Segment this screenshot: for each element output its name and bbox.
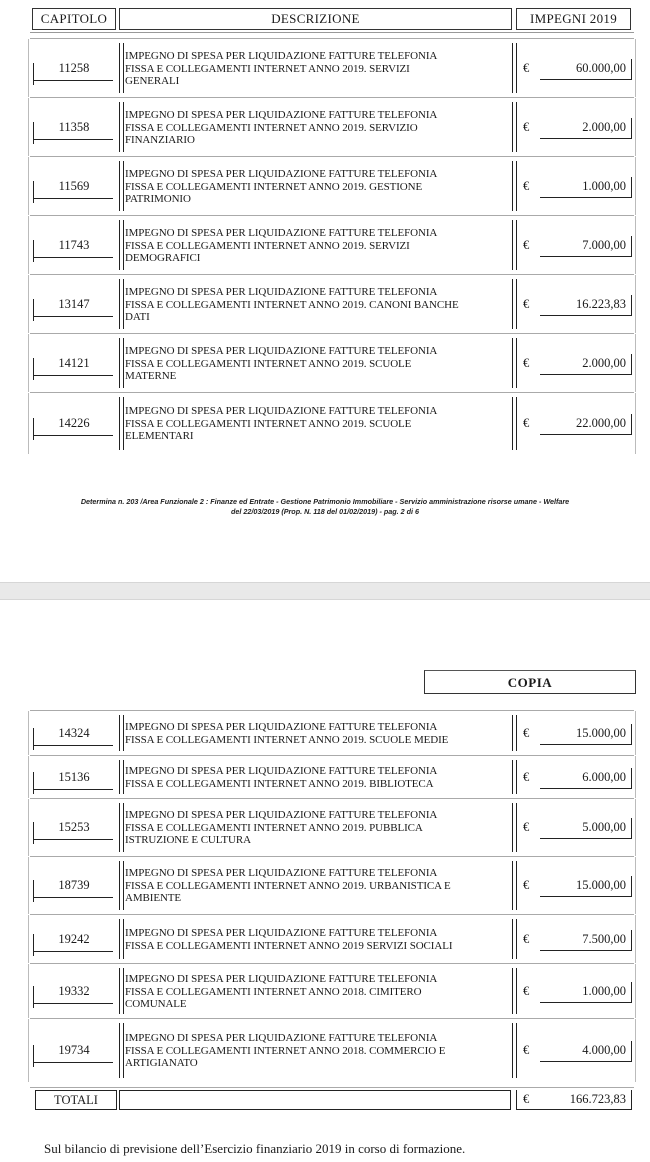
cell-border <box>516 279 517 329</box>
cell-border <box>119 803 120 852</box>
descrizione-line: ELEMENTARI <box>125 430 194 442</box>
importo-cell: 1.000,00 <box>582 179 626 193</box>
footer-line-2: del 22/03/2019 (Prop. N. 118 del 01/02/2019) - pag. 2 di 6 <box>230 507 420 516</box>
currency-symbol: € <box>523 179 530 193</box>
table-body-page-1 <box>30 38 634 454</box>
importo-underline <box>540 434 632 435</box>
cell-border <box>123 43 124 93</box>
table-row <box>30 914 634 963</box>
importo-cell: 7.500,00 <box>582 932 626 946</box>
cell-border <box>512 760 513 794</box>
cell-border <box>119 715 120 751</box>
currency-symbol: € <box>523 238 530 252</box>
importo-border <box>631 59 632 79</box>
table-row <box>30 274 634 333</box>
descrizione-cell <box>125 721 511 746</box>
descrizione-line: GENERALI <box>125 75 180 87</box>
currency-symbol: € <box>523 120 530 134</box>
cell-border <box>123 279 124 329</box>
table-row <box>30 856 634 914</box>
cell-border <box>516 397 517 450</box>
capitolo-cell: 14226 <box>33 416 115 431</box>
capitolo-cell: 11358 <box>33 120 115 135</box>
descrizione-line: FISSA E COLLEGAMENTI INTERNET ANNO 2018. CIMITERO <box>125 985 422 998</box>
grid-line <box>635 216 636 274</box>
cell-border <box>516 1023 517 1078</box>
cell-border <box>516 919 517 959</box>
grid-line <box>28 334 29 392</box>
importo-underline <box>540 79 632 80</box>
cell-border <box>119 861 120 910</box>
cell-border <box>119 220 120 270</box>
cell-border <box>512 338 513 388</box>
descrizione-cell <box>125 227 511 265</box>
document-page-2 <box>0 600 650 1162</box>
cell-border <box>123 102 124 152</box>
descrizione-line: MATERNE <box>125 370 177 382</box>
importo-border <box>631 1041 632 1061</box>
descrizione-cell <box>125 927 511 952</box>
cell-border <box>119 279 120 329</box>
capitolo-cell: 13147 <box>33 297 115 312</box>
grid-line <box>28 711 29 755</box>
currency-symbol: € <box>523 878 530 892</box>
footer-line-1: Determina n. 203 /Area Funzionale 2 : Finanze ed Entrate - Gestione Patrimonio Immobiliare - Servizio amministrazione risorse umane - Welfare <box>80 497 570 506</box>
cell-border <box>516 861 517 910</box>
importo-border <box>631 818 632 838</box>
grid-line <box>635 799 636 856</box>
currency-symbol: € <box>523 770 530 784</box>
cell-border <box>123 220 124 270</box>
bilancio-note: Sul bilancio di previsione dell’Esercizio finanziario 2019 in corso di formazione. <box>44 1141 466 1156</box>
table-row <box>30 97 634 156</box>
cell-border <box>512 161 513 211</box>
capitolo-cell: 11258 <box>33 61 115 76</box>
importo-cell: 22.000,00 <box>576 416 626 430</box>
grid-line <box>28 157 29 215</box>
importo-cell: 7.000,00 <box>582 238 626 252</box>
importo-cell: 15.000,00 <box>576 878 626 892</box>
currency-symbol: € <box>523 297 530 311</box>
capitolo-cell: 19734 <box>33 1043 115 1058</box>
grid-line <box>28 799 29 856</box>
descrizione-line: IMPEGNO DI SPESA PER LIQUIDAZIONE FATTURE TELEFONIA <box>125 1032 438 1044</box>
table-body-page-2 <box>30 710 634 1082</box>
descrizione-line: IMPEGNO DI SPESA PER LIQUIDAZIONE FATTURE TELEFONIA <box>125 405 438 417</box>
importo-border <box>631 876 632 896</box>
descrizione-line: FISSA E COLLEGAMENTI INTERNET ANNO 2019. SCUOLE <box>125 417 412 430</box>
descrizione-line: FISSA E COLLEGAMENTI INTERNET ANNO 2019. URBANISTICA E <box>125 879 451 892</box>
descrizione-line: IMPEGNO DI SPESA PER LIQUIDAZIONE FATTURE TELEFONIA <box>125 286 438 298</box>
cell-border <box>119 102 120 152</box>
cell-border <box>119 161 120 211</box>
grid-line <box>635 393 636 454</box>
currency-symbol: € <box>523 1043 530 1057</box>
descrizione-cell <box>125 286 511 324</box>
grid-line <box>635 711 636 755</box>
totali-label: TOTALI <box>35 1090 117 1110</box>
grid-line <box>635 915 636 963</box>
cell-border <box>119 1023 120 1078</box>
grid-line <box>635 157 636 215</box>
header-impegni: IMPEGNI 2019 <box>516 8 631 30</box>
grid-line <box>28 756 29 798</box>
cell-border <box>123 968 124 1014</box>
descrizione-line: PATRIMONIO <box>125 193 191 205</box>
cell-border <box>119 760 120 794</box>
descrizione-line: FISSA E COLLEGAMENTI INTERNET ANNO 2019. SERVIZIO <box>125 121 418 134</box>
descrizione-cell <box>125 168 511 206</box>
importo-border <box>631 982 632 1002</box>
grid-line <box>635 756 636 798</box>
descrizione-line: AMBIENTE <box>125 892 182 904</box>
totali-currency: € <box>523 1092 530 1106</box>
grid-line <box>28 98 29 156</box>
currency-symbol: € <box>523 820 530 834</box>
descrizione-line: IMPEGNO DI SPESA PER LIQUIDAZIONE FATTURE TELEFONIA <box>125 765 438 777</box>
currency-symbol: € <box>523 984 530 998</box>
copia-stamp: COPIA <box>424 670 636 694</box>
cell-border <box>516 760 517 794</box>
table-row <box>30 38 634 97</box>
table-row <box>30 1018 634 1082</box>
importo-cell: 2.000,00 <box>582 356 626 370</box>
importo-border <box>631 768 632 788</box>
cell-border <box>516 968 517 1014</box>
importo-border <box>631 354 632 374</box>
descrizione-line: IMPEGNO DI SPESA PER LIQUIDAZIONE FATTURE TELEFONIA <box>125 109 438 121</box>
importo-border <box>631 930 632 950</box>
importo-underline <box>540 374 632 375</box>
cell-border <box>123 715 124 751</box>
totali-amount: 166.723,83 <box>569 1092 626 1106</box>
descrizione-line: IMPEGNO DI SPESA PER LIQUIDAZIONE FATTURE TELEFONIA <box>125 809 438 821</box>
grid-line <box>28 857 29 914</box>
descrizione-line: IMPEGNO DI SPESA PER LIQUIDAZIONE FATTURE TELEFONIA <box>125 50 438 62</box>
capitolo-cell: 15136 <box>33 770 115 785</box>
currency-symbol: € <box>523 416 530 430</box>
descrizione-line: IMPEGNO DI SPESA PER LIQUIDAZIONE FATTURE TELEFONIA <box>125 345 438 357</box>
cell-border <box>512 715 513 751</box>
importo-underline <box>540 788 632 789</box>
descrizione-line: IMPEGNO DI SPESA PER LIQUIDAZIONE FATTURE TELEFONIA <box>125 721 438 733</box>
descrizione-cell <box>125 765 511 790</box>
importo-underline <box>540 138 632 139</box>
descrizione-line: FINANZIARIO <box>125 134 195 146</box>
descrizione-cell <box>125 345 511 383</box>
cell-border <box>516 102 517 152</box>
importo-underline <box>540 256 632 257</box>
grid-line <box>635 964 636 1018</box>
grid-line <box>635 39 636 97</box>
currency-symbol: € <box>523 726 530 740</box>
capitolo-cell: 19242 <box>33 932 115 947</box>
table-top-rule <box>30 32 634 33</box>
descrizione-line: IMPEGNO DI SPESA PER LIQUIDAZIONE FATTURE TELEFONIA <box>125 227 438 239</box>
cell-border <box>516 220 517 270</box>
importo-border <box>631 414 632 434</box>
descrizione-line: FISSA E COLLEGAMENTI INTERNET ANNO 2019. PUBBLICA <box>125 821 423 834</box>
importo-cell: 16.223,83 <box>576 297 626 311</box>
table-row <box>30 392 634 454</box>
cell-border <box>512 919 513 959</box>
descrizione-line: FISSA E COLLEGAMENTI INTERNET ANNO 2019. SERVIZI <box>125 62 410 75</box>
capitolo-cell: 18739 <box>33 878 115 893</box>
cell-border <box>119 338 120 388</box>
table-row <box>30 156 634 215</box>
cell-border <box>512 1023 513 1078</box>
descrizione-cell <box>125 109 511 147</box>
grid-line <box>28 393 29 454</box>
table-row <box>30 710 634 755</box>
importo-cell: 15.000,00 <box>576 726 626 740</box>
importo-cell: 2.000,00 <box>582 120 626 134</box>
table-row <box>30 215 634 274</box>
table-row <box>30 333 634 392</box>
header-descrizione: DESCRIZIONE <box>119 8 512 30</box>
cell-border <box>123 803 124 852</box>
capitolo-cell: 14324 <box>33 726 115 741</box>
table-row <box>30 963 634 1018</box>
descrizione-line: DATI <box>125 311 150 323</box>
importo-border <box>631 118 632 138</box>
page-footer-note <box>20 497 630 517</box>
descrizione-line: FISSA E COLLEGAMENTI INTERNET ANNO 2019 SERVIZI SOCIALI <box>125 939 453 952</box>
grid-line <box>635 275 636 333</box>
descrizione-line: FISSA E COLLEGAMENTI INTERNET ANNO 2019. SCUOLE <box>125 357 412 370</box>
descrizione-line: FISSA E COLLEGAMENTI INTERNET ANNO 2019. GESTIONE <box>125 180 423 193</box>
importo-cell: 60.000,00 <box>576 61 626 75</box>
grid-line <box>28 1019 29 1082</box>
currency-symbol: € <box>523 932 530 946</box>
grid-line <box>28 275 29 333</box>
importo-cell: 1.000,00 <box>582 984 626 998</box>
descrizione-line: FISSA E COLLEGAMENTI INTERNET ANNO 2019. SERVIZI <box>125 239 410 252</box>
cell-border <box>512 102 513 152</box>
grid-line <box>28 39 29 97</box>
importo-underline <box>540 197 632 198</box>
cell-border <box>512 220 513 270</box>
importo-underline <box>540 744 632 745</box>
descrizione-line: FISSA E COLLEGAMENTI INTERNET ANNO 2019. SCUOLE MEDIE <box>125 733 449 746</box>
descrizione-line: FISSA E COLLEGAMENTI INTERNET ANNO 2019. CANONI BANCHE <box>125 298 459 311</box>
importo-underline <box>540 896 632 897</box>
table-row <box>30 798 634 856</box>
cell-border <box>123 161 124 211</box>
cell-border <box>512 397 513 450</box>
descrizione-line: IMPEGNO DI SPESA PER LIQUIDAZIONE FATTURE TELEFONIA <box>125 973 438 985</box>
importo-underline <box>540 950 632 951</box>
cell-border <box>123 861 124 910</box>
descrizione-line: ARTIGIANATO <box>125 1057 198 1069</box>
grid-line <box>635 857 636 914</box>
cell-border <box>123 1023 124 1078</box>
currency-symbol: € <box>523 61 530 75</box>
descrizione-cell <box>125 867 511 905</box>
cell-border <box>512 279 513 329</box>
totali-description-box <box>119 1090 511 1110</box>
importo-cell: 6.000,00 <box>582 770 626 784</box>
cell-border <box>516 803 517 852</box>
descrizione-line: IMPEGNO DI SPESA PER LIQUIDAZIONE FATTURE TELEFONIA <box>125 867 438 879</box>
cell-border <box>516 715 517 751</box>
importo-underline <box>540 1061 632 1062</box>
importo-underline <box>540 315 632 316</box>
cell-border <box>123 397 124 450</box>
grid-line <box>635 1019 636 1082</box>
cell-border <box>512 43 513 93</box>
descrizione-line: IMPEGNO DI SPESA PER LIQUIDAZIONE FATTURE TELEFONIA <box>125 927 438 939</box>
cell-border <box>119 968 120 1014</box>
descrizione-line: DEMOGRAFICI <box>125 252 201 264</box>
grid-line <box>635 334 636 392</box>
capitolo-cell: 11743 <box>33 238 115 253</box>
importo-border <box>631 295 632 315</box>
currency-symbol: € <box>523 356 530 370</box>
cell-border <box>516 161 517 211</box>
importo-cell: 5.000,00 <box>582 820 626 834</box>
page-separator <box>0 582 650 600</box>
descrizione-line: ISTRUZIONE E CULTURA <box>125 834 251 846</box>
importo-cell: 4.000,00 <box>582 1043 626 1057</box>
importo-border <box>631 724 632 744</box>
importo-underline <box>540 1002 632 1003</box>
capitolo-cell: 19332 <box>33 984 115 999</box>
descrizione-cell <box>125 1032 511 1070</box>
cell-border <box>123 338 124 388</box>
grid-line <box>28 915 29 963</box>
cell-border <box>516 43 517 93</box>
grid-line <box>635 98 636 156</box>
descrizione-cell <box>125 50 511 88</box>
cell-border <box>516 338 517 388</box>
descrizione-cell <box>125 973 511 1011</box>
descrizione-line: FISSA E COLLEGAMENTI INTERNET ANNO 2019. BIBLIOTECA <box>125 777 434 790</box>
descrizione-line: COMUNALE <box>125 998 187 1010</box>
totali-row <box>30 1087 634 1111</box>
descrizione-line: IMPEGNO DI SPESA PER LIQUIDAZIONE FATTURE TELEFONIA <box>125 168 438 180</box>
cell-border <box>119 43 120 93</box>
descrizione-cell <box>125 405 511 443</box>
cell-border <box>123 919 124 959</box>
grid-line <box>28 964 29 1018</box>
cell-border <box>123 760 124 794</box>
cell-border <box>119 397 120 450</box>
capitolo-cell: 14121 <box>33 356 115 371</box>
cell-border <box>512 861 513 910</box>
importo-underline <box>540 838 632 839</box>
table-row <box>30 755 634 798</box>
descrizione-cell <box>125 809 511 847</box>
capitolo-cell: 11569 <box>33 179 115 194</box>
capitolo-cell: 15253 <box>33 820 115 835</box>
grid-line <box>28 216 29 274</box>
cell-border <box>512 803 513 852</box>
descrizione-line: FISSA E COLLEGAMENTI INTERNET ANNO 2018. COMMERCIO E <box>125 1044 446 1057</box>
importo-border <box>631 236 632 256</box>
cell-border <box>119 919 120 959</box>
importo-border <box>631 177 632 197</box>
header-capitolo: CAPITOLO <box>32 8 116 30</box>
cell-border <box>512 968 513 1014</box>
